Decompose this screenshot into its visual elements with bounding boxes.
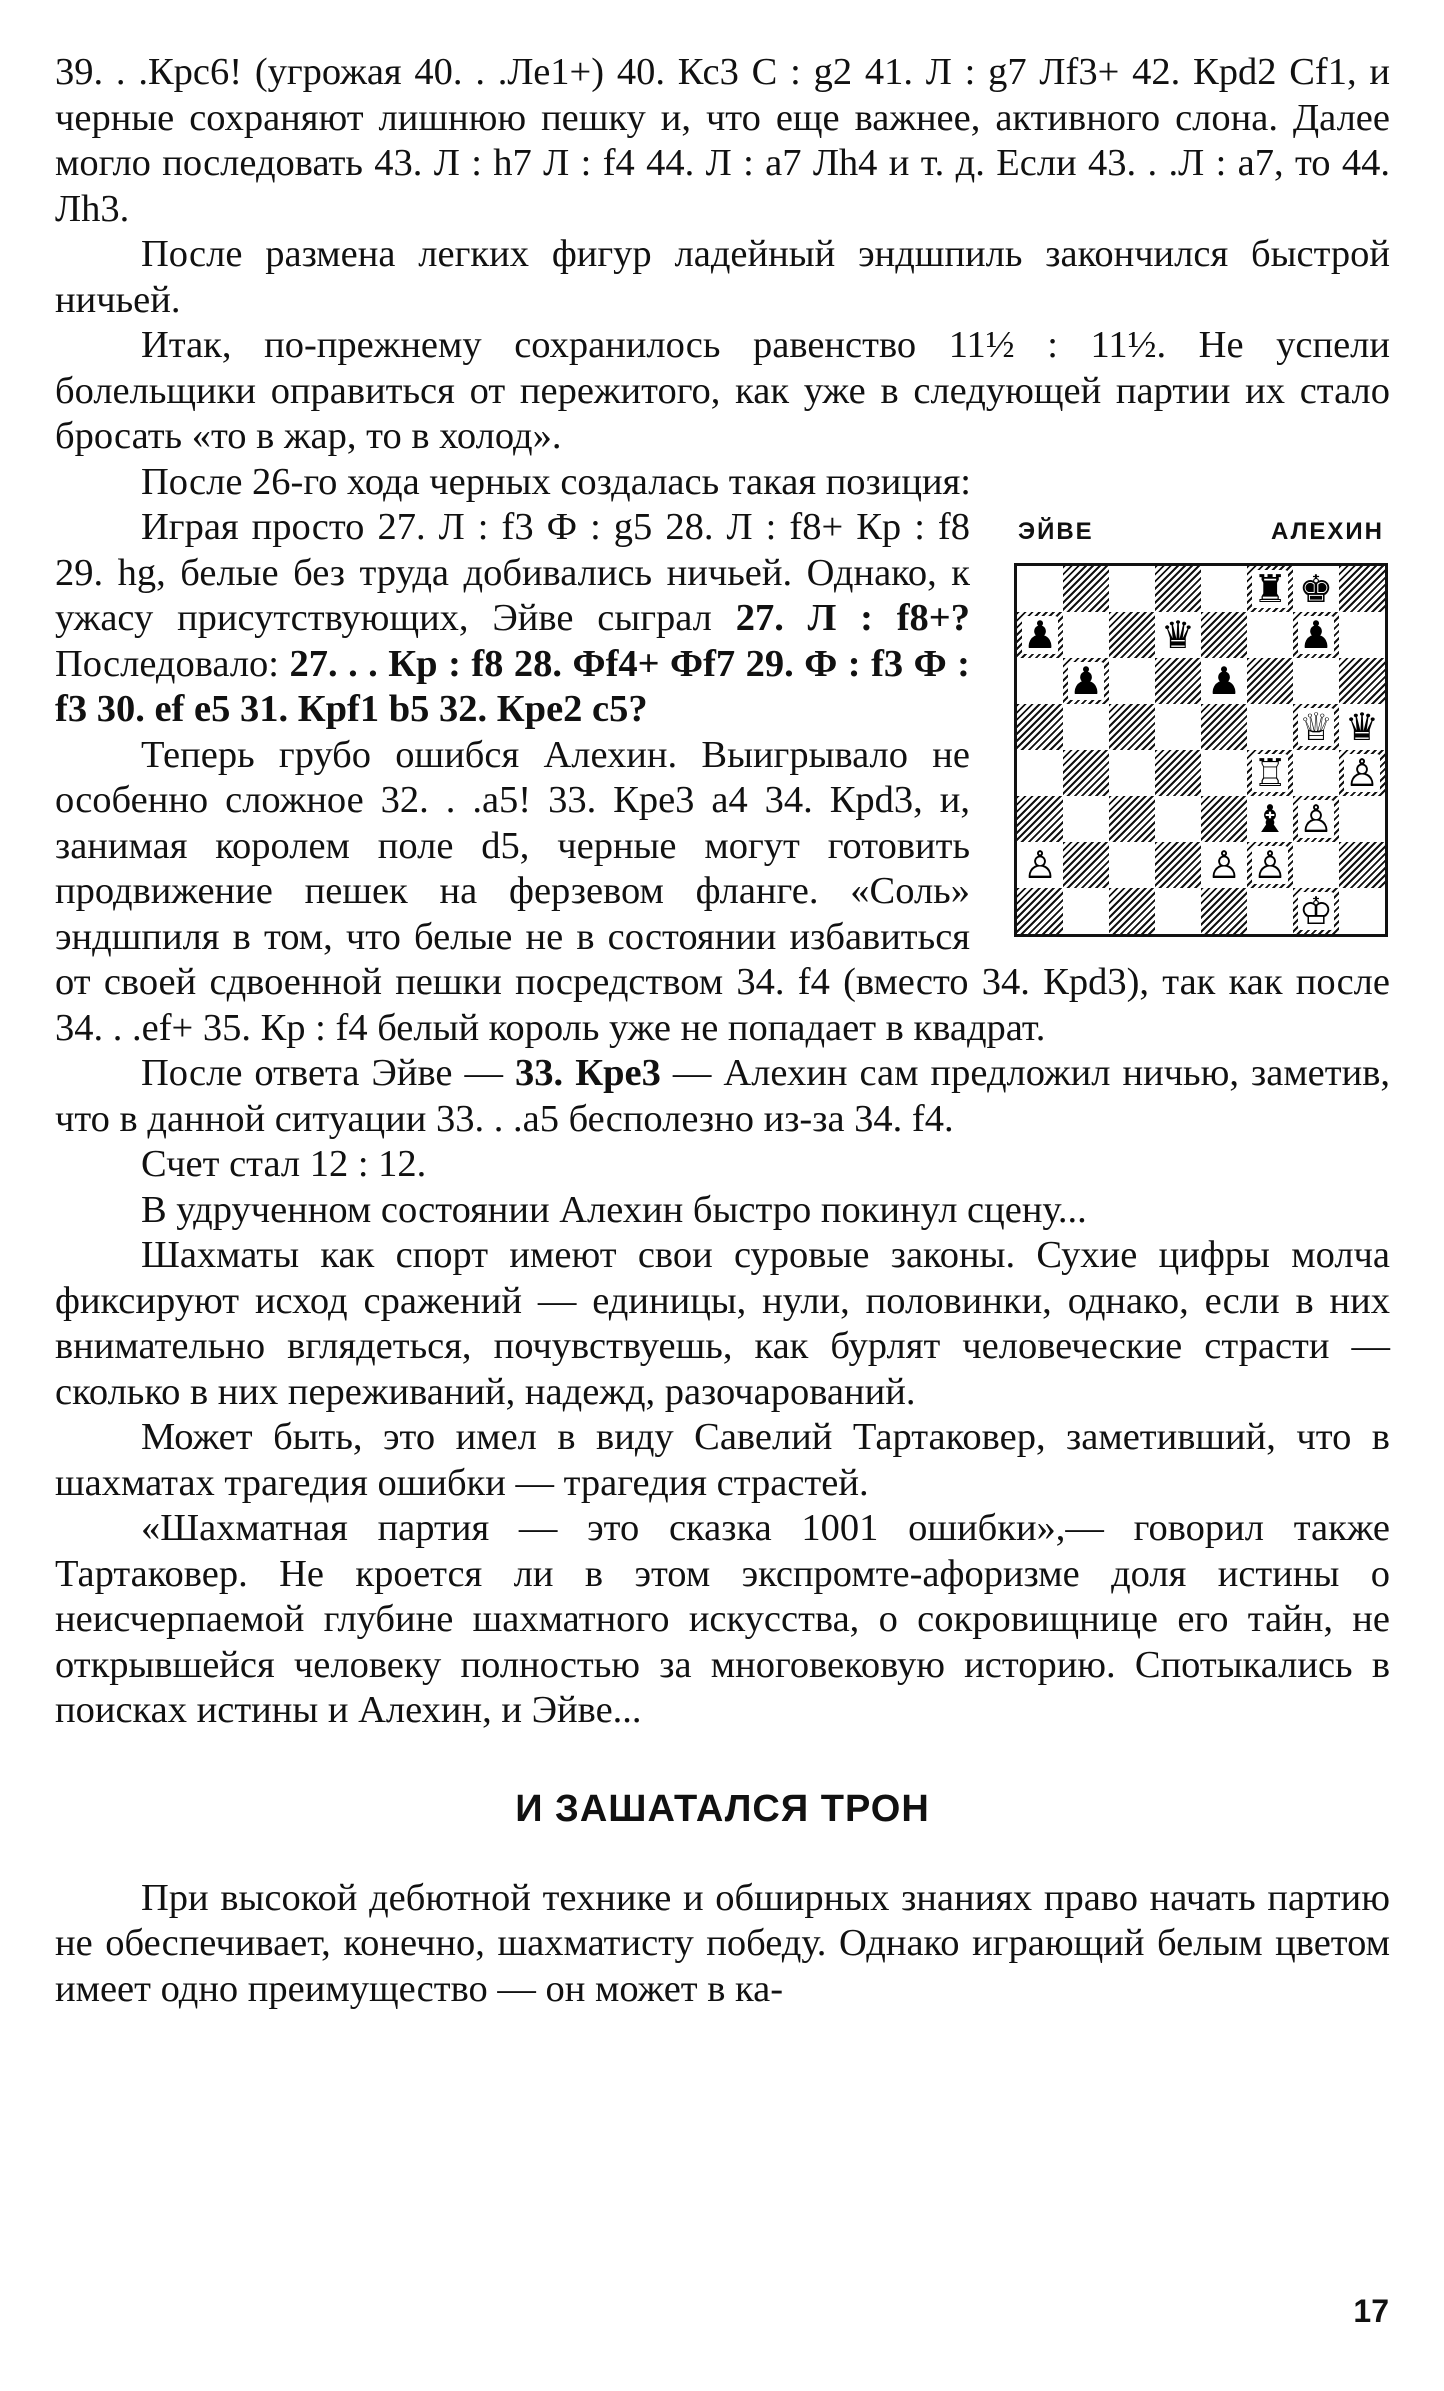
board-square	[1017, 796, 1063, 842]
paragraph: Может быть, это имел в виду Савелий Тартаковер, заметивший, что в шахматах трагедия ошибки — трагедия страстей.	[55, 1416, 1390, 1504]
black-queen-icon: ♛	[1344, 705, 1380, 749]
moves-bold: 27. . . Кр : f8 28. Фf4+ Фf7 29. Ф : f3 Ф : f3 30. ef e5 31. Кpf1 b5 32. Кре2 с5?	[55, 642, 970, 730]
board-square	[1063, 888, 1109, 934]
board-square	[1339, 750, 1385, 796]
white-rook-icon: ♖	[1252, 751, 1288, 795]
black-player-label: АЛЕХИН	[1270, 518, 1384, 545]
board-square	[1247, 888, 1293, 934]
board-square	[1293, 566, 1339, 612]
moves-bold: 27. Л : f8+?	[735, 597, 970, 639]
board-square	[1293, 704, 1339, 750]
board-square	[1247, 750, 1293, 796]
board-square	[1293, 658, 1339, 704]
paragraph: 39. . .Крс6! (угрожая 40. . .Ле1+) 40. Кс3 С : g2 41. Л : g7 Лf3+ 42. Кpd2 Сf1, и черные сохраняют лишнюю пешку и, что еще важнее, активного слона. Далее могло последовать 43. Л : h7 Л : f4 44. Л : а7 Лh4 и т. д. Если 43. . .Л : а7, то 44. Лh3.	[55, 51, 1390, 230]
board-square	[1293, 888, 1339, 934]
paragraph: Теперь грубо ошибся Алехин. Выигрывало не особенно сложное 32. . .а5! 33. Кре3 а4 34. Кpd3, и, занимая королем поле d5, черные могут готовить продвижение пешек на ферзевом фланге. «Соль» эндшпиля в том, что белые не в состоянии избавиться от своей сдвоенной пешки посредством 34. f4 (вместо 34. Кpd3), так как после 34. . .ef+ 35. Кр : f4 белый король уже не попадает в квадрат.	[55, 733, 1390, 1049]
board-square	[1155, 750, 1201, 796]
black-pawn-icon: ♟	[1298, 613, 1334, 657]
board-square	[1293, 796, 1339, 842]
board-square	[1017, 612, 1063, 658]
black-queen-icon: ♛	[1160, 613, 1196, 657]
board-square	[1201, 750, 1247, 796]
white-player-label: ЭЙВЕ	[1018, 518, 1094, 545]
board-square	[1109, 888, 1155, 934]
board-square	[1201, 796, 1247, 842]
board-square	[1109, 658, 1155, 704]
board-square	[1155, 658, 1201, 704]
board-square	[1339, 888, 1385, 934]
reply-paragraph	[55, 1051, 1390, 1142]
board-square	[1247, 566, 1293, 612]
board-square	[1109, 750, 1155, 796]
board-square	[1155, 566, 1201, 612]
board-square	[1339, 842, 1385, 888]
section-title: И ЗАШАТАЛСЯ ТРОН	[515, 1787, 930, 1830]
chess-board	[1014, 563, 1388, 937]
paragraph: При высокой дебютной технике и обширных знаниях право начать партию не обеспечивает, конечно, шахматисту победу. Однако играющий белым цветом имеет одно преимущество — он может в ка-	[55, 1876, 1390, 2010]
board-square	[1017, 842, 1063, 888]
board-square	[1063, 842, 1109, 888]
reply-bold: 33. Кре3	[515, 1052, 661, 1094]
reply-text: После ответа Эйве —	[141, 1052, 516, 1094]
board-square	[1109, 612, 1155, 658]
board-square	[1201, 612, 1247, 658]
board-square	[1109, 566, 1155, 612]
moves-text: Играя просто 27. Л : f3 Ф : g5 28. Л : f8+ Кр : f8 29. hg, белые без труда добивались ничьей. Однако, к ужасу присутствующих, Эйве сыграл	[55, 506, 970, 639]
board-square	[1201, 888, 1247, 934]
page-number: 17	[1353, 2293, 1389, 2329]
paragraph: Шахматы как спорт имеют свои суровые законы. Сухие цифры молча фиксируют исход сражений — единицы, нули, половинки, однако, если в них внимательно вглядеться, почувствуешь, как бурлят человеческие страсти — сколько в них переживаний, надежд, разочарований.	[55, 1234, 1390, 1413]
board-square	[1063, 750, 1109, 796]
board-square	[1247, 704, 1293, 750]
white-pawn-icon: ♙	[1206, 843, 1242, 887]
board-square	[1017, 704, 1063, 750]
paragraph: Итак, по-прежнему сохранилось равенство 11½ : 11½. Не успели болельщики оправиться от пережитого, как уже в следующей партии их стало бросать «то в жар, то в холод».	[55, 324, 1390, 457]
chess-diagram	[1012, 505, 1390, 937]
white-pawn-icon: ♙	[1252, 843, 1288, 887]
board-square	[1063, 612, 1109, 658]
board-square	[1339, 796, 1385, 842]
board-square	[1339, 612, 1385, 658]
board-square	[1155, 704, 1201, 750]
paragraph: Счет стал 12 : 12.	[141, 1143, 427, 1185]
board-square	[1063, 704, 1109, 750]
paragraph: После размена легких фигур ладейный эндшпиль закончился быстрой ничьей.	[55, 233, 1390, 321]
board-square	[1201, 658, 1247, 704]
board-square	[1155, 612, 1201, 658]
board-square	[1017, 750, 1063, 796]
board-square	[1339, 704, 1385, 750]
board-square	[1201, 566, 1247, 612]
board-square	[1247, 796, 1293, 842]
board-square	[1339, 658, 1385, 704]
board-square	[1063, 658, 1109, 704]
board-square	[1293, 750, 1339, 796]
moves-text: Последовало:	[55, 642, 290, 685]
board-square	[1017, 888, 1063, 934]
white-pawn-icon: ♙	[1298, 797, 1334, 841]
board-square	[1109, 796, 1155, 842]
board-square	[1155, 888, 1201, 934]
board-square	[1155, 796, 1201, 842]
board-square	[1063, 796, 1109, 842]
board-square	[1201, 842, 1247, 888]
white-pawn-icon: ♙	[1344, 751, 1380, 795]
black-rook-icon: ♜	[1252, 567, 1288, 611]
board-square	[1247, 612, 1293, 658]
board-square	[1293, 842, 1339, 888]
black-king-icon: ♚	[1298, 567, 1334, 611]
black-bishop-icon: ♝	[1252, 797, 1288, 841]
white-pawn-icon: ♙	[1022, 843, 1058, 887]
white-king-icon: ♔	[1298, 889, 1334, 933]
black-pawn-icon: ♟	[1068, 659, 1104, 703]
diagram-labels	[1018, 517, 1384, 547]
paragraph: В удрученном состоянии Алехин быстро покинул сцену...	[141, 1188, 1087, 1231]
paragraph: «Шахматная партия — это сказка 1001 ошибки»,— говорил также Тартаковер. Не кроется ли в этом экспромте-афоризме доля истины о неисчерпаемой глубине шахматного искусства, о сокровищнице его тайн, не открывшейся человеку полностью за многовековую историю. Спотыкались в поисках истины и Алехин, и Эйве...	[55, 1507, 1390, 1731]
board-square	[1017, 658, 1063, 704]
board-square	[1017, 566, 1063, 612]
board-square	[1247, 842, 1293, 888]
white-queen-icon: ♕	[1298, 705, 1334, 749]
board-square	[1155, 842, 1201, 888]
board-square	[1247, 658, 1293, 704]
board-square	[1293, 612, 1339, 658]
black-pawn-icon: ♟	[1022, 613, 1058, 657]
board-square	[1339, 566, 1385, 612]
page	[55, 50, 1390, 2012]
board-square	[1109, 842, 1155, 888]
board-square	[1201, 704, 1247, 750]
reply-text: — Алехин сам предложил ничью, заметив, что в данной ситуации 33. . .а5 бесполезно из-за 34. f4.	[55, 1052, 1391, 1140]
black-pawn-icon: ♟	[1206, 659, 1242, 703]
paragraph: После 26-го хода черных создалась такая позиция:	[141, 460, 971, 503]
board-square	[1063, 566, 1109, 612]
board-square	[1109, 704, 1155, 750]
